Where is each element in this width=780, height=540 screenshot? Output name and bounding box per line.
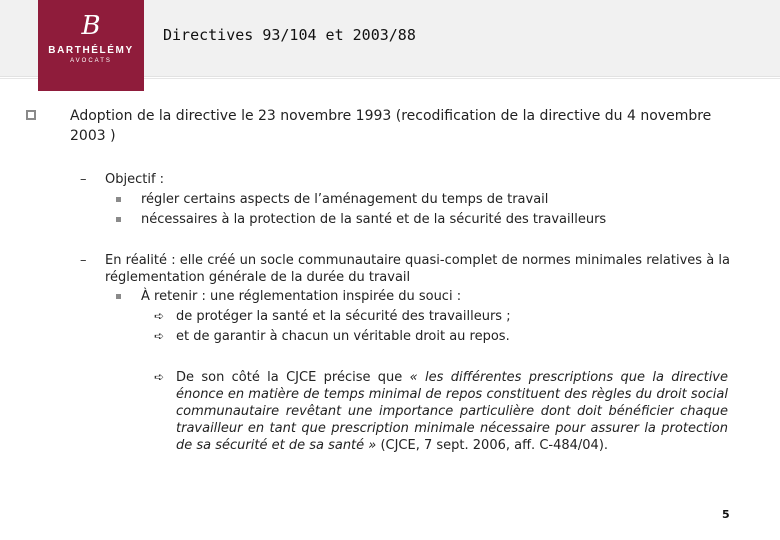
arrow-right-icon: ➪ [154,329,165,343]
logo-subtitle: AVOCATS [70,58,112,64]
cjce-intro: De son côté la CJCE précise que [176,370,403,385]
cjce-paragraph [176,369,728,454]
realite-sub: À retenir : une réglementation inspirée du souci : [141,289,462,304]
page-number: 5 [722,508,730,521]
cjce-citation: (CJCE, 7 sept. 2006, aff. C-484/04). [380,438,609,453]
arrow-right-icon: ➪ [154,309,165,323]
objectif-item: nécessaires à la protection de la santé et de la sécurité des travailleurs [141,212,607,227]
cjce-quote: « les différentes prescriptions que la directive énonce en matière de temps minimal de repos constituent des règles du droit social communautaire revêtant une importance particulière dont doit bénéficier chaque travailleur en tant que prescription minimale nécessaire pour assurer la protection de sa sécurité et de sa santé » [176,370,728,453]
realite-arrow-item: de protéger la santé et la sécurité des travailleurs ; [176,309,511,324]
realite-arrow-item: et de garantir à chacun un véritable droit au repos. [176,329,510,344]
logo-name: BARTHÉLÉMY [48,45,134,56]
small-square-icon [116,197,121,202]
page-title: Directives 93/104 et 2003/88 [163,26,416,44]
logo [38,0,144,91]
realite-text: En réalité : elle créé un socle communautaire quasi-complet de normes minimales relatives à la réglementation générale de la durée du travail [105,253,730,285]
checkbox-square-icon [26,110,36,120]
small-square-icon [116,294,121,299]
dash-icon: – [80,172,87,187]
objectif-label: Objectif : [105,172,165,187]
arrow-right-icon: ➪ [154,370,165,384]
intro-text: Adoption de la directive le 23 novembre 1993 (recodification de la directive du 4 novembre 2003 ) [70,108,712,144]
dash-icon: – [80,253,87,268]
logo-mark: B [81,11,101,41]
objectif-item: régler certains aspects de l’aménagement du temps de travail [141,192,549,207]
small-square-icon [116,217,121,222]
